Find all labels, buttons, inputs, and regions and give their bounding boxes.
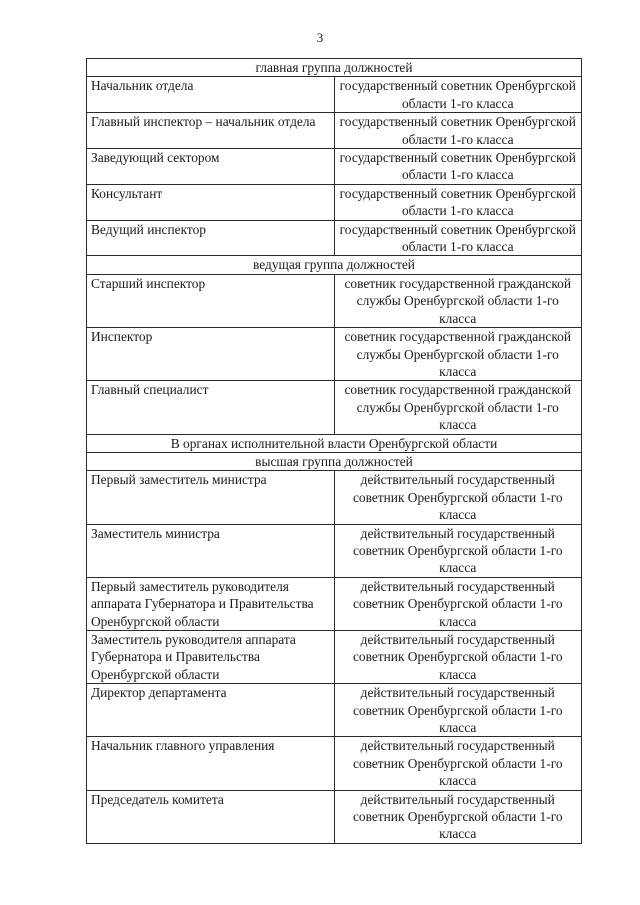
table-row [87,113,582,149]
position-cell: Первый заместитель руководителя аппарата Губернатора и Правительства Оренбургской области [87,577,335,630]
position-cell: Первый заместитель министра [87,471,335,524]
rank-cell: государственный советник Оренбургской области 1-го класса [334,77,582,113]
table-row [87,790,582,843]
table-row [87,684,582,737]
group-header-row [87,452,582,470]
position-cell: Ведущий инспектор [87,220,335,256]
rank-cell: действительный государственный советник Оренбургской области 1-го класса [334,790,582,843]
position-cell: Старший инспектор [87,274,335,327]
rank-cell: действительный государственный советник Оренбургской области 1-го класса [334,737,582,790]
table-row [87,381,582,434]
rank-cell: советник государственной гражданской службы Оренбургской области 1-го класса [334,274,582,327]
group-header: главная группа должностей [87,59,582,77]
table-row [87,328,582,381]
section-header: В органах исполнительной власти Оренбургской области [87,434,582,452]
rank-cell: государственный советник Оренбургской области 1-го класса [334,113,582,149]
rank-cell: советник государственной гражданской службы Оренбургской области 1-го класса [334,381,582,434]
group-header-row [87,59,582,77]
section-header-row [87,434,582,452]
table-row [87,149,582,185]
table-row [87,631,582,684]
position-cell: Начальник главного управления [87,737,335,790]
position-cell: Заведующий сектором [87,149,335,185]
table-row [87,524,582,577]
table-row [87,577,582,630]
position-cell: Инспектор [87,328,335,381]
position-cell: Главный специалист [87,381,335,434]
rank-cell: действительный государственный советник Оренбургской области 1-го класса [334,524,582,577]
group-header-row [87,256,582,274]
position-cell: Директор департамента [87,684,335,737]
table-row [87,77,582,113]
table-row [87,737,582,790]
position-cell: Заместитель руководителя аппарата Губернатора и Правительства Оренбургской области [87,631,335,684]
rank-cell: действительный государственный советник Оренбургской области 1-го класса [334,577,582,630]
table-row [87,184,582,220]
table-row [87,274,582,327]
rank-cell: государственный советник Оренбургской области 1-го класса [334,220,582,256]
group-header: ведущая группа должностей [87,256,582,274]
rank-cell: государственный советник Оренбургской области 1-го класса [334,184,582,220]
rank-cell: действительный государственный советник Оренбургской области 1-го класса [334,684,582,737]
position-cell: Заместитель министра [87,524,335,577]
positions-ranks-table [86,58,582,844]
rank-cell: государственный советник Оренбургской области 1-го класса [334,149,582,185]
page-number: 3 [316,30,324,45]
position-cell: Начальник отдела [87,77,335,113]
position-cell: Председатель комитета [87,790,335,843]
table-row [87,220,582,256]
rank-cell: советник государственной гражданской службы Оренбургской области 1-го класса [334,328,582,381]
position-cell: Главный инспектор – начальник отдела [87,113,335,149]
position-cell: Консультант [87,184,335,220]
table-row [87,471,582,524]
rank-cell: действительный государственный советник Оренбургской области 1-го класса [334,471,582,524]
rank-cell: действительный государственный советник Оренбургской области 1-го класса [334,631,582,684]
group-header: высшая группа должностей [87,452,582,470]
